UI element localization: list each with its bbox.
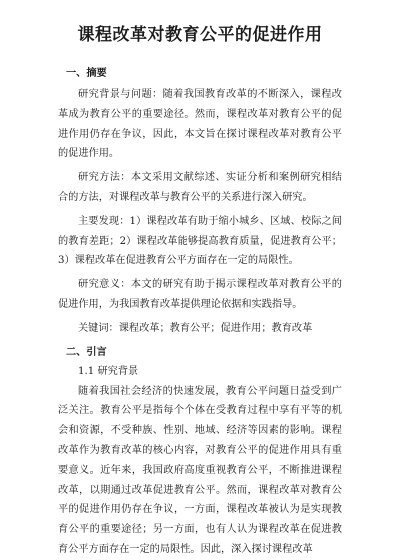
subsection-heading-background: 1.1 研究背景 bbox=[78, 365, 139, 377]
section-heading-abstract: 一、摘要 bbox=[66, 67, 107, 79]
abstract-findings-paragraph: 主要发现：1）课程改革有助于缩小城乡、区域、校际之间的教育差距；2）课程改革能够提高教育质量，促进教育公平；3）课程改革在促进教育公平方面存在一定的局限性。 bbox=[58, 215, 342, 267]
keywords-line: 关键词：课程改革；教育公平；促进作用；教育改革 bbox=[78, 322, 313, 334]
intro-background-paragraph: 随着我国社会经济的快速发展，教育公平问题日益受到广泛关注。教育公平是指每个个体在受教育过程中享有平等的机会和资源，不受种族、性别、地域、经济等因素的影响。课程改革作为教育改革的核心内容，对教育公平的促进作用具有重要意义。近年来，我国政府高度重视教育公平，不断推进课程改革，以期通过改革促进教育公平。然而，课程改革对教育公平的促进作用仍存在争议，一方面，课程改革被认为是实现教育公平的重要途径；另一方面，也有人认为课程改革在促进教育公平方面存在一定的局限性。因此，深入探讨课程改革 bbox=[58, 385, 342, 555]
abstract-method-paragraph: 研究方法：本文采用文献综述、实证分析和案例研究相结合的方法，对课程改革与教育公平的关系进行深入研究。 bbox=[58, 172, 342, 203]
abstract-significance-paragraph: 研究意义：本文的研究有助于揭示课程改革对教育公平的促进作用，为我国教育改革提供理论依据和实践指导。 bbox=[58, 279, 342, 310]
section-heading-intro: 二、引言 bbox=[66, 345, 107, 358]
document-title: 课程改革对教育公平的促进作用 bbox=[77, 25, 323, 45]
abstract-background-paragraph: 研究背景与问题：随着我国教育改革的不断深入，课程改革成为教育公平的重要途径。然而，课程改革对教育公平的促进作用仍存在争议，因此，本文旨在探讨课程改革对教育公平的促进作用。 bbox=[58, 89, 342, 160]
